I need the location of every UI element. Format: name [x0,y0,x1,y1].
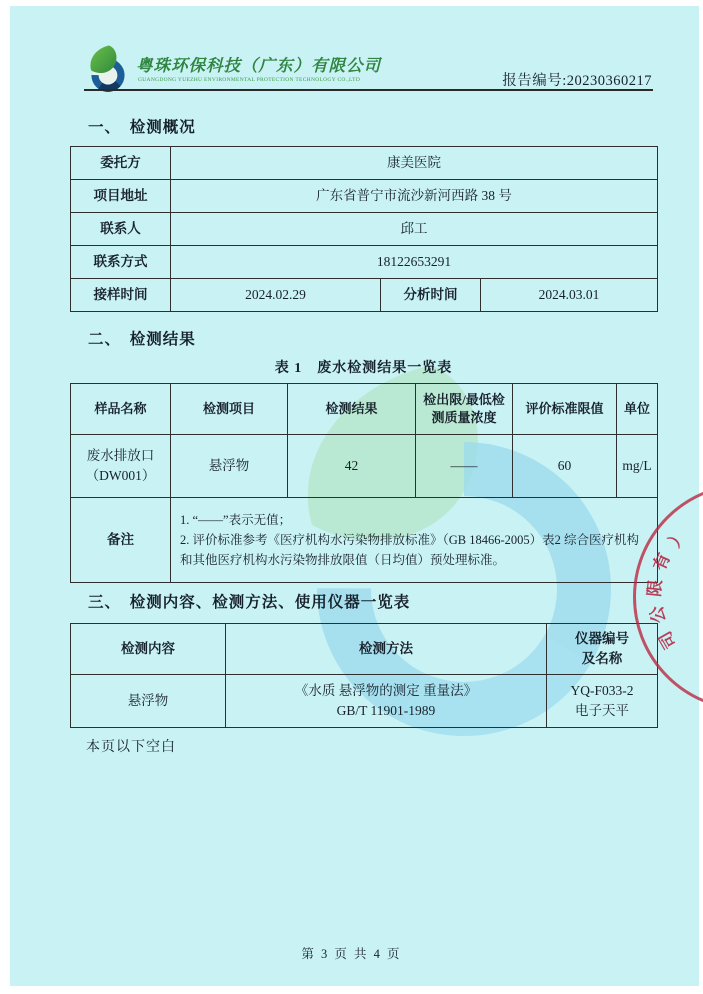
blank-below-note: 本页以下空白 [86,740,176,755]
overview-value: 康美医院 [171,147,658,180]
table-row [71,147,658,180]
sampling-time-label: 接样时间 [71,279,171,312]
column-header: 评价标准限值 [513,384,617,435]
overview-label: 联系方式 [71,246,171,279]
column-header: 检测内容 [71,624,226,675]
results-table [70,383,658,583]
results-table-caption: 表 1 废水检测结果一览表 [274,361,453,376]
red-seal-text: 有 [649,550,674,574]
red-seal-text: 公 [646,604,670,625]
overview-table [70,146,658,312]
overview-label: 委托方 [71,147,171,180]
test-content-cell: 悬浮物 [71,675,226,728]
test-result-cell: 42 [288,435,416,498]
column-header: 检测项目 [171,384,288,435]
results-remark-row [71,498,658,583]
overview-value: 广东省普宁市流沙新河西路 38 号 [171,180,658,213]
sample-name-line2: （DW001） [85,468,156,483]
instrument-header-line1: 仪器编号 [575,630,629,646]
analysis-time-label: 分析时间 [381,279,481,312]
instrument-line1: YQ-F033-2 [570,682,634,698]
method-table [70,623,658,728]
sample-name-cell [71,435,171,498]
section2-title: 二、 检测结果 [88,331,196,348]
instrument-line2: 电子天平 [575,703,629,718]
table-row [71,246,658,279]
method-header-row [71,624,658,675]
red-seal-text: ） [665,525,692,551]
results-header-row [71,384,658,435]
red-seal-text: 司 [655,627,681,653]
overview-value: 邱工 [171,213,658,246]
column-header: 样品名称 [71,384,171,435]
column-header [547,624,658,675]
table-row [71,180,658,213]
company-name-english: GUANGDONG YUEZHU ENVIRONMENTAL PROTECTION TECHNOLOGY CO.,LTD [138,77,361,83]
unit-cell: mg/L [617,435,658,498]
report-number: 报告编号:20230360217 [502,73,652,89]
overview-value: 18122653291 [171,246,658,279]
test-item-cell: 悬浮物 [171,435,288,498]
sample-name-line1: 废水排放口 [86,447,155,463]
remark-notes [171,498,658,583]
company-name: 粤珠环保科技（广东）有限公司 [136,56,381,75]
instrument-header-line2: 及名称 [581,651,623,666]
instrument-cell [547,675,658,728]
method-line2: GB/T 11901-1989 [336,703,436,718]
remark-label: 备注 [71,498,171,583]
analysis-time-value: 2024.03.01 [481,279,658,312]
remark-note-2: 2. 评价标准参考《医疗机构水污染物排放标准》（GB 18466-2005）表2 综合医疗机构和其他医疗机构水污染物排放限值（日均值）预处理标准。 [180,533,640,567]
section1-title: 一、 检测概况 [88,119,196,136]
column-header: 单位 [617,384,658,435]
method-line1: 《水质 悬浮物的测定 重量法》 [294,682,478,698]
column-header: 检出限/最低检测质量浓度 [416,384,513,435]
section3-title: 三、 检测内容、检测方法、使用仪器一览表 [88,594,411,611]
table-row [71,213,658,246]
red-seal-text: 限 [644,578,666,598]
results-data-row [71,435,658,498]
table-row [71,279,658,312]
page-number: 第 3 页 共 4 页 [301,947,402,961]
sampling-time-value: 2024.02.29 [171,279,381,312]
column-header: 检测方法 [226,624,547,675]
detection-limit-cell: —— [416,435,513,498]
overview-label: 联系人 [71,213,171,246]
method-data-row [71,675,658,728]
overview-label: 项目地址 [71,180,171,213]
column-header: 检测结果 [288,384,416,435]
remark-note-1: 1. “——”表示无值； [180,513,292,527]
standard-limit-cell: 60 [513,435,617,498]
test-method-cell [226,675,547,728]
